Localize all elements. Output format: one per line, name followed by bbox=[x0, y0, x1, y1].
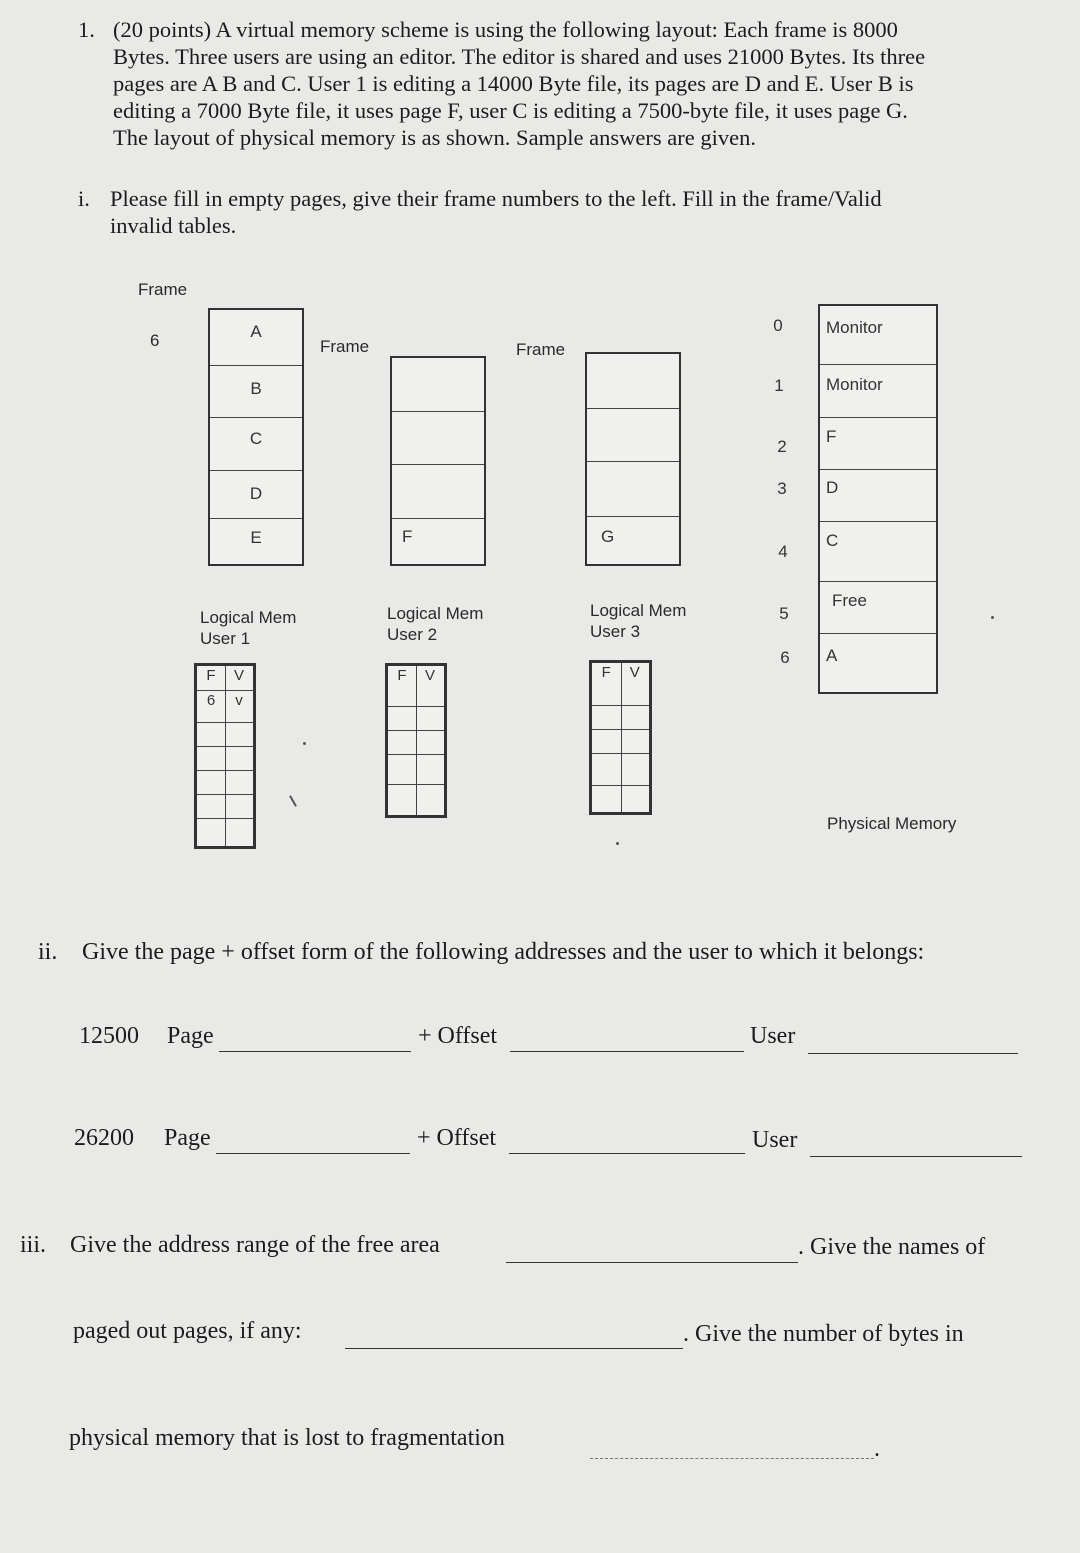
problem-line-3: pages are A B and C. User 1 is editing a 14000 Byte file, its pages are D and E. User B is bbox=[113, 71, 914, 96]
user2-page-2[interactable] bbox=[392, 411, 484, 464]
user3-table-header bbox=[592, 663, 649, 687]
user1-frame-number: 6 bbox=[150, 331, 160, 350]
address-1-offset-blank[interactable] bbox=[510, 1029, 744, 1052]
part-iii-text-2: . Give the names of bbox=[798, 1234, 986, 1260]
address-2-offset-blank[interactable] bbox=[509, 1131, 745, 1154]
problem-text bbox=[113, 16, 1053, 151]
address-2-page-blank[interactable] bbox=[216, 1131, 410, 1154]
problem-line-5: The layout of physical memory is as shown. Sample answers are given. bbox=[113, 125, 756, 150]
user3-page-1[interactable] bbox=[587, 354, 679, 408]
physical-memory-caption: Physical Memory bbox=[827, 814, 957, 833]
address-1-page-label: Page bbox=[167, 1023, 214, 1049]
user1-page-c: C bbox=[210, 417, 302, 470]
user1-table-header-v: V bbox=[233, 667, 244, 684]
phys-frame-5: 5 bbox=[779, 604, 789, 623]
address-2-user-blank[interactable] bbox=[810, 1134, 1022, 1157]
part-iii-text-1: Give the address range of the free area bbox=[70, 1232, 440, 1258]
part-i-line-2: invalid tables. bbox=[110, 213, 237, 238]
phys-cell-6: A bbox=[820, 633, 936, 692]
part-i-line-1: Please fill in empty pages, give their frame numbers to the left. Fill in the frame/Valid bbox=[110, 186, 882, 211]
user1-page-b: B bbox=[210, 365, 302, 417]
stray-mark bbox=[991, 616, 994, 619]
user3-caption-line2: User 3 bbox=[590, 622, 641, 641]
user2-table-row-4[interactable] bbox=[388, 784, 444, 808]
stray-tick-mark bbox=[289, 795, 297, 806]
user1-page-d: D bbox=[210, 470, 302, 518]
address-1-page-blank[interactable] bbox=[219, 1029, 411, 1052]
user2-table-header-v: V bbox=[424, 667, 435, 684]
part-iii-text-5: physical memory that is lost to fragmentation bbox=[69, 1425, 505, 1451]
stray-mark bbox=[303, 742, 306, 745]
free-area-range-blank[interactable] bbox=[506, 1240, 798, 1263]
stray-mark bbox=[616, 842, 619, 845]
address-1-user-blank[interactable] bbox=[808, 1031, 1018, 1054]
part-ii-label: ii. bbox=[38, 939, 58, 965]
user1-row1-frame: 6 bbox=[206, 692, 216, 709]
part-i-label: i. bbox=[78, 186, 90, 211]
user3-page-table bbox=[589, 660, 652, 815]
user3-table-header-f: F bbox=[601, 664, 611, 681]
fragmentation-blank[interactable] bbox=[590, 1458, 874, 1459]
user2-caption-line1: Logical Mem bbox=[387, 604, 484, 623]
user1-table-row-5[interactable] bbox=[197, 794, 253, 818]
address-2-page-label: Page bbox=[164, 1125, 211, 1151]
address-1-user-label: User bbox=[750, 1023, 796, 1049]
user3-page-3[interactable] bbox=[587, 461, 679, 516]
user2-page-3[interactable] bbox=[392, 464, 484, 518]
user2-page-table bbox=[385, 663, 447, 818]
user1-caption-line1: Logical Mem bbox=[200, 608, 297, 627]
user1-page-e: E bbox=[210, 518, 302, 566]
user1-table-row-3[interactable] bbox=[197, 746, 253, 770]
user2-logical-memory bbox=[390, 356, 486, 566]
phys-cell-3: D bbox=[820, 469, 936, 521]
part-iii-text-6: . bbox=[874, 1436, 880, 1462]
phys-frame-2: 2 bbox=[777, 437, 787, 456]
user3-page-g: G bbox=[587, 516, 679, 566]
user2-page-f: F bbox=[392, 518, 484, 566]
frame-header: Frame bbox=[138, 280, 188, 299]
user2-table-row-3[interactable] bbox=[388, 754, 444, 778]
address-1-value: 12500 bbox=[79, 1023, 139, 1049]
user2-frame-label: Frame bbox=[320, 337, 370, 356]
user1-caption bbox=[200, 607, 296, 649]
problem-number: 1. bbox=[78, 17, 95, 42]
problem-line-4: editing a 7000 Byte file, it uses page F, user C is editing a 7500-byte file, it uses page G. bbox=[113, 98, 908, 123]
user1-row1-valid: v bbox=[235, 692, 243, 709]
address-2-user-label: User bbox=[752, 1127, 798, 1153]
user3-table-header-v: V bbox=[629, 664, 640, 681]
user1-table-row-1 bbox=[197, 690, 253, 714]
part-iii-text-4: . Give the number of bytes in bbox=[683, 1321, 964, 1347]
address-1-offset-label: + Offset bbox=[418, 1023, 498, 1049]
user1-logical-memory bbox=[208, 308, 304, 566]
user2-table-row-1[interactable] bbox=[388, 706, 444, 730]
part-ii-text: Give the page + offset form of the following addresses and the user to which it belongs: bbox=[82, 939, 925, 965]
phys-frame-4: 4 bbox=[778, 542, 788, 561]
user1-page-a: A bbox=[250, 322, 262, 341]
phys-frame-1: 1 bbox=[774, 376, 784, 395]
problem-line-1: (20 points) A virtual memory scheme is using the following layout: Each frame is 8000 bbox=[113, 17, 898, 42]
phys-cell-4: C bbox=[820, 521, 936, 581]
phys-frame-6: 6 bbox=[780, 648, 790, 667]
user3-caption-line1: Logical Mem bbox=[590, 601, 687, 620]
physical-memory bbox=[818, 304, 938, 694]
user1-table-row-6[interactable] bbox=[197, 818, 253, 842]
user1-table-row-4[interactable] bbox=[197, 770, 253, 794]
user3-table-row-2[interactable] bbox=[592, 729, 649, 753]
user2-caption-line2: User 2 bbox=[387, 625, 438, 644]
user3-logical-memory bbox=[585, 352, 681, 566]
part-iii-label: iii. bbox=[20, 1232, 47, 1258]
user1-page-table bbox=[194, 663, 256, 849]
user2-table-header bbox=[388, 666, 444, 690]
user3-table-row-3[interactable] bbox=[592, 753, 649, 777]
phys-frame-3: 3 bbox=[777, 479, 787, 498]
user2-table-header-f: F bbox=[397, 667, 407, 684]
user1-table-header-f: F bbox=[206, 667, 216, 684]
user3-caption bbox=[590, 600, 686, 642]
paged-out-pages-blank[interactable] bbox=[345, 1326, 683, 1349]
user2-page-1[interactable] bbox=[392, 358, 484, 411]
user1-table-header bbox=[197, 666, 253, 690]
phys-cell-1: Monitor bbox=[820, 364, 936, 417]
user2-table-row-2[interactable] bbox=[388, 730, 444, 754]
user1-table-row-2[interactable] bbox=[197, 722, 253, 746]
part-iii-text-3: paged out pages, if any: bbox=[73, 1318, 302, 1344]
problem-line-2: Bytes. Three users are using an editor. The editor is shared and uses 21000 Bytes. Its three bbox=[113, 44, 926, 69]
user2-caption bbox=[387, 603, 483, 645]
user3-table-row-1[interactable] bbox=[592, 705, 649, 729]
user3-page-2[interactable] bbox=[587, 408, 679, 461]
phys-cell-5: Free bbox=[820, 581, 936, 633]
user3-table-row-4[interactable] bbox=[592, 785, 649, 809]
user1-caption-line2: User 1 bbox=[200, 629, 251, 648]
phys-cell-0: Monitor bbox=[826, 318, 883, 337]
phys-frame-0: 0 bbox=[773, 316, 783, 335]
part-i-text bbox=[110, 185, 1060, 239]
address-2-value: 26200 bbox=[74, 1125, 134, 1151]
address-2-offset-label: + Offset bbox=[417, 1125, 497, 1151]
user3-frame-label: Frame bbox=[516, 340, 566, 359]
phys-cell-2: F bbox=[820, 417, 936, 469]
